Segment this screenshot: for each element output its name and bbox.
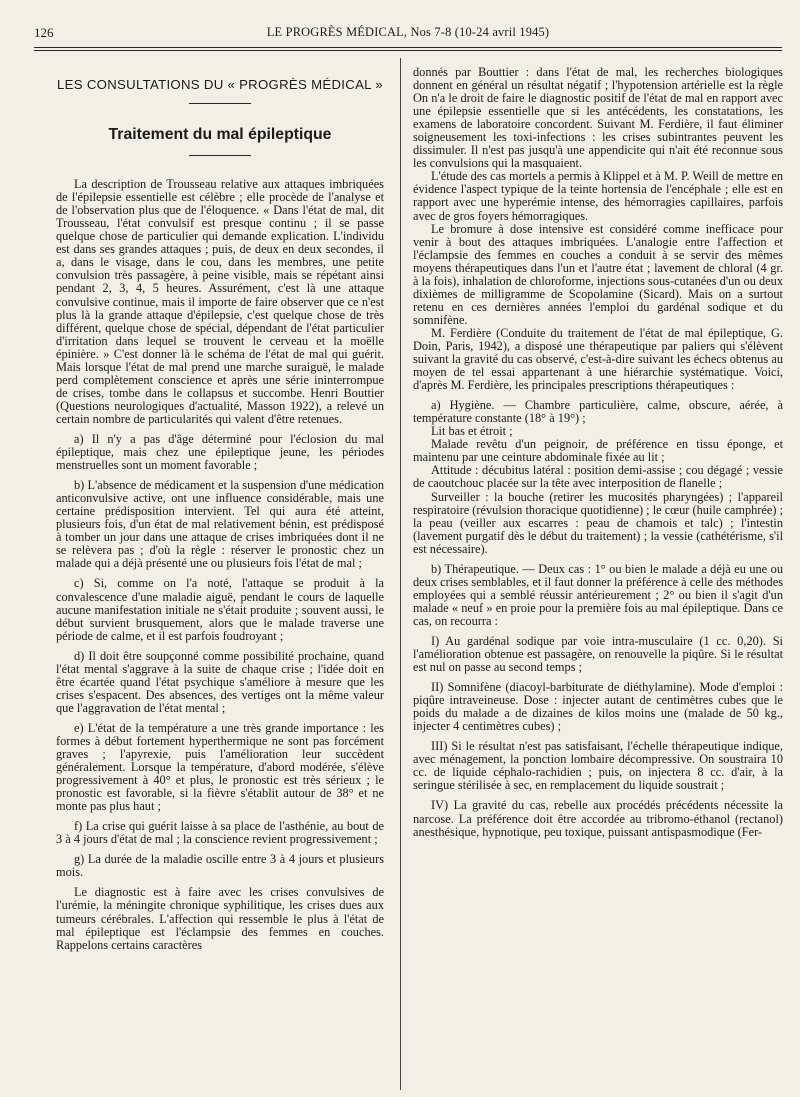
column-divider [400, 58, 401, 1090]
running-header [34, 22, 782, 44]
paragraph: IV) La gravité du cas, rebelle aux procédés précédents nécessite la narcose. La préférence doit être accordée au tribromo-éthanol (rectanol) anesthésique, hypnotique, peu toxique, puissant antispasmodique (Fer- [413, 798, 783, 839]
paragraph: Lit bas et étroit ; [431, 424, 513, 439]
section-heading: LES CONSULTATIONS DU « PROGRÈS MÉDICAL » [57, 77, 383, 92]
paragraph: Le bromure à dose intensive est considéré comme inefficace pour venir à bout des attaques imbriquées. L'analogie entre l'affection et l'éclampsie des femmes en couches a conduit à se servir des mêmes moyens thérapeutiques dans l'un et l'autre état ; lavement de chloral (4 gr. à la fois), inhalation de chloroforme, injections sous-cutanées d'un ou deux dixièmes de milligramme de Scopolamine (Sicard). Mais on a surtout retenu en ces dernières années l'emploi du gardénal sodique et du somnifène. [413, 221, 783, 327]
paragraph: Le diagnostic est à faire avec les crises convulsives de l'urémie, la méningite chronique syphilitique, les crises dues aux tumeurs cérébrales. L'affection qui ressemble le plus à l'état de mal épileptique est l'éclampsie des femmes en couches. Rappelons certains caractères [56, 885, 384, 952]
section-rule [189, 103, 251, 104]
paragraph: II) Somnifène (diacoyl-barbiturate de diéthylamine). Mode d'emploi : piqûre intraveineuse. Dose : injecter autant de centimètres cubes que le poids du malade a de dizaines de kilos moins une (malade de 50 kg., injecter 4 centimètres cubes) ; [413, 680, 783, 734]
paragraph: Malade revêtu d'un peignoir, de préférence en tissu éponge, et maintenu par une ceinture abdominale fixée au lit ; [413, 437, 783, 465]
paragraph: b) Thérapeutique. — Deux cas : 1° ou bien le malade a déjà eu une ou deux crises semblables, et il faut donner la préférence à celle des méthodes employées qui a semblé réussir antérieurement ; 2° ou bien il s'agit d'un malade « neuf » en proie pour la première fois au mal épileptique. Dans ce cas, on recourra : [413, 561, 783, 628]
journal-title: LE PROGRÈS MÉDICAL, Nos 7-8 (10-24 avril 1945) [266, 25, 550, 39]
paragraph: La description de Trousseau relative aux attaques imbriquées de l'épilepsie essentielle est célèbre ; elle procède de l'analyse et de l'observation plus que de l'éloquence. « Dans l'état de mal, dit Trousseau, l'état convulsif est presque continu ; il se passe quelque chose de particulier qui demande explication. L'individu est dans ses grandes attaques ; puis, de deux en deux secondes, il a, dans le visage, dans le cou, dans les membres, une petite convulsion très passagère, à peine visible, mais se répétant ainsi pendant 2, 3, 4, 5 heures. Assurément, c'est là une attaque convulsive continue, mais il importe de faire observer que ce n'est plus là la grande attaque d'épilepsie, c'est quelque chose de très différent, quelque chose de spécial, dépendant de l'état particulier d'irritation dans lequel se trouvent le cerveau et la moëlle épinière. » C'est donner là le schéma de l'état de mal qui guérit. Mais lorsque l'état de mal prend une marche suraiguë, le malade perd complètement conscience et après une série ininterrompue de crises, tombe dans le collapsus et succombe. Henri Bouttier (Questions neurologiques d'actualité, Masson 1922), a relevé un certain nombre de particularités qui valent d'être retenues. [56, 177, 384, 426]
right-column [413, 66, 783, 839]
paragraph: L'étude des cas mortels a permis à Klippel et à M. P. Weill de mettre en évidence l'aspect typique de la teinte hortensia de l'encéphale ; elle est en rapport avec une hyperémie intense, des hémorragies capillaires, parfois avec de gros foyers hémorragiques. [413, 169, 783, 223]
paragraph: a) Hygiène. — Chambre particulière, calme, obscure, aérée, à température constante (18° à 19°) ; [413, 398, 783, 426]
header-rule [34, 47, 782, 51]
paragraph: I) Au gardénal sodique par voie intra-musculaire (1 cc. 0,20). Si l'amélioration obtenue est passagère, on renouvelle la piqûre. Si le résultat est nul on passe au second temps ; [413, 633, 783, 675]
left-column [56, 62, 384, 952]
page-number: 126 [34, 25, 54, 40]
paragraph: M. Ferdière (Conduite du traitement de l'état de mal épileptique, G. Doin, Paris, 1942), a disposé une thérapeutique par paliers qui s'élèvent suivant la gravité du cas observé, c'est-à-dire suivant les échecs obtenus au moyen de tel essai appartenant à une hiérarchie systématique. Voici, d'après M. Ferdière, les principales prescriptions thérapeutiques : [413, 325, 783, 393]
paragraph: g) La durée de la maladie oscille entre 3 à 4 jours et plusieurs mois. [56, 852, 384, 880]
paragraph: Attitude : décubitus latéral : position demi-assise ; cou dégagé ; vessie de caoutchouc placée sur la tête avec interposition de flanelle ; [413, 463, 783, 491]
paragraph: c) Si, comme on l'a noté, l'attaque se produit à la convalescence d'une maladie aiguë, pendant le cours de laquelle aucune manifestation initiale ne s'était produite ; souvent aussi, le début survient brusquement, alors que le malade traverse une période de calme, et il est parfois foudroyant ; [56, 576, 384, 643]
paragraph: e) L'état de la température a une très grande importance : les formes à début fortement hyperthermique ne sont pas forcément graves ; l'apyrexie, puis l'amélioration leur succèdent généralement. Lorsque la température, d'abord modérée, s'élève progressivement à 40° et plus, le pronostic est très sérieux ; le pronostic est favorable, si la fièvre s'établit autour de 38° et ne monte pas plus haut ; [56, 720, 384, 814]
paragraph: III) Si le résultat n'est pas satisfaisant, l'échelle thérapeutique indique, avec ménagement, la ponction lombaire décompressive. On soustraira 10 cc. de liquide céphalo-rachidien ; puis, on injectera 8 cc. d'air, à la seringue stérilisée à sec, en remplacement du liquide soustrait ; [413, 739, 783, 793]
paragraph: f) La crise qui guérit laisse à sa place de l'asthénie, au bout de 3 à 4 jours d'état de mal ; la conscience revient progressivement ; [56, 819, 384, 847]
paragraph: b) L'absence de médicament et la suspension d'une médication anticonvulsive active, ont une influence considérable, mais une certaine prédisposition intervient. Tel qui aura été atteint, plusieurs fois, d'un état de mal relativement bénin, est prédisposé à tomber un jour dans une attaque de crises imbriquées dont il ne se relèvera pas ; d'où la règle : réserver le pronostic chez un malade qui a déjà présenté une ou plusieurs fois l'état de mal ; [56, 478, 384, 571]
paragraph: a) Il n'y a pas d'âge déterminé pour l'éclosion du mal épileptique, mais chez une épileptique jeune, les périodes menstruelles sont un moment favorable ; [56, 431, 384, 473]
paragraph: Surveiller : la bouche (retirer les mucosités pharyngées) ; l'appareil respiratoire (révulsion thoracique quotidienne) ; le cœur (huile camphrée) ; la peau (veiller aux escarres : peau de chamois et talc) ; l'intestin (lavement purgatif dès le début du traitement) ; la vessie (cathétérisme, s'il est nécessaire). [413, 489, 783, 556]
title-rule [189, 155, 251, 156]
paragraph: donnés par Bouttier : dans l'état de mal, les recherches biologiques donnent en général un résultat négatif ; l'hypotension artérielle est la règle On n'a le droit de faire le diagnostic positif de l'état de mal en rapport avec une épilepsie essentielle que si les antécédents, les constatations, les examens de laboratoire concordent. Suivant M. Ferdière, il faut éliminer soigneusement les toxi-infections : les crises subintrantes peuvent les dissimuler. Il n'est pas jusqu'à une appendicite qui n'ait été reconnue sous les convulsions qui la masquaient. [413, 66, 783, 171]
paragraph: d) Il doit être soupçonné comme possibilité prochaine, quand l'état mental s'aggrave à la suite de chaque crise ; l'idée doit en être écartée quand l'état psychique s'améliore à mesure que les crises s'espacent. Des absences, des vertiges ont la même valeur que l'aggravation de l'état mental ; [56, 648, 384, 715]
article-title: Traitement du mal épileptique [108, 126, 332, 144]
